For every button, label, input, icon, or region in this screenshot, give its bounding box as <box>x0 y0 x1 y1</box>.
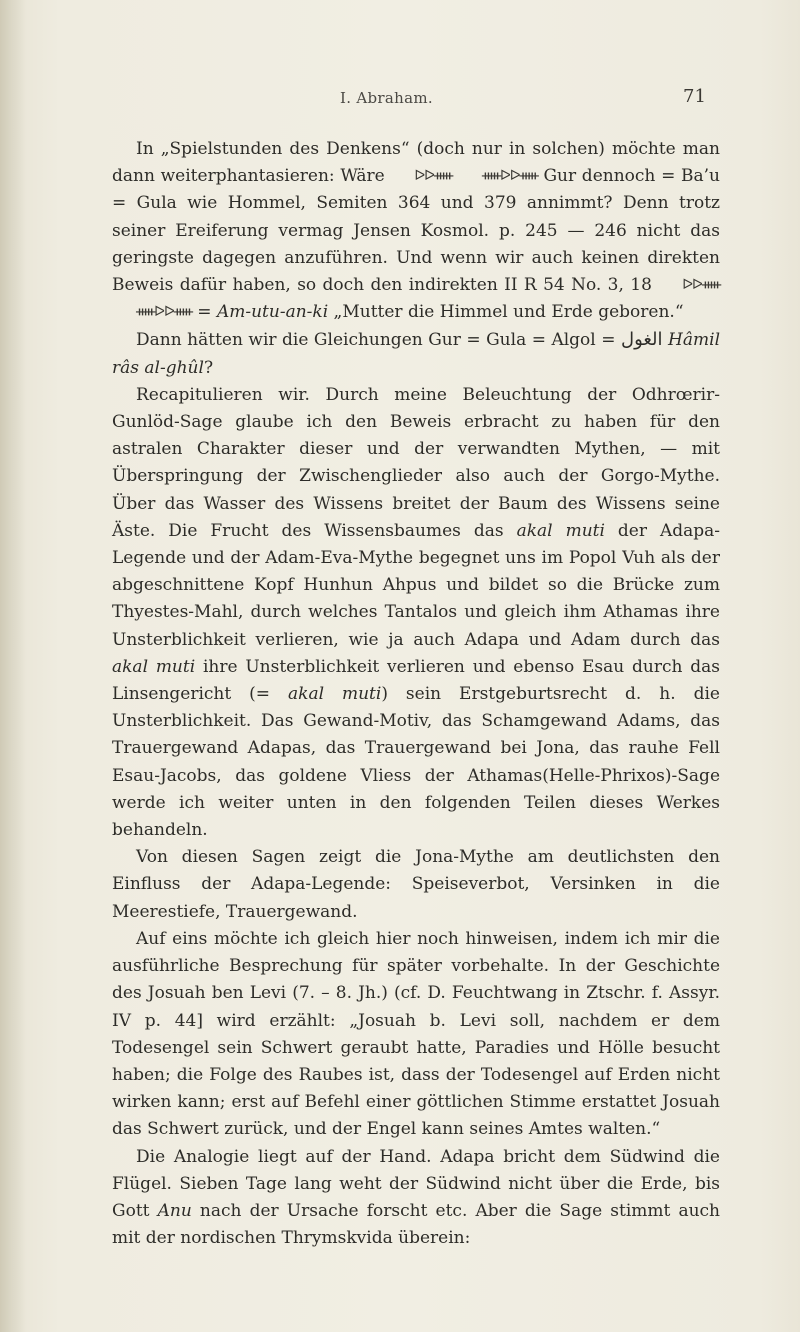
italic-term: akal muti <box>112 656 196 677</box>
italic-term: Anu <box>157 1200 192 1221</box>
text-run: Die Analogie liegt auf der Hand. Adapa bricht dem Südwind die Flügel. Sieben Tage lang weht der Südwind nicht über die Erde, bis Gott <box>112 1146 720 1221</box>
paragraph <box>112 382 720 844</box>
italic-term: Am-utu-an-ki <box>216 302 329 323</box>
text-run: Auf eins möchte ich gleich hier noch hinweisen, indem ich mir die ausführliche Besprechung für später vorbehalte. In der Geschichte des Josuah ben Levi (7. – 8. Jh.) (cf. D. Feuchtwang in Ztschr. f. Assyr. IV p. 44] wird erzählt: „Josuah b. Levi soll, nachdem er dem Todesengel sein Schwert geraubt hatte, Paradies und Hölle besucht haben; die Folge des Raubes ist, dass der Todesengel auf Erden nicht wirken kann; erst auf Befehl einer göttlichen Stimme erstattet Josuah das Schwert zurück, und der Engel kann seines Amtes walten.“ <box>112 928 720 1140</box>
page-gutter-shadow <box>0 0 26 1332</box>
cuneiform-sign-icon: ᚔᐅᐅᚔ <box>481 168 538 185</box>
text-run: In „Spielstunden des Denkens“ (doch nur in solchen) möchte man dann weiterphantasieren: Wäre <box>112 139 720 187</box>
text-run: Gur dennoch = Ba’u = Gula wie Hommel, Semiten 364 und 379 annimmt? Denn trotz seiner Ereiferung vermag Jensen Kosmol. p. 245 — 246 nicht das geringste dagegen anzuführen. Und wenn wir auch keinen direkten Beweis dafür haben, so doch den indirekten II R 54 No. 3, 18 <box>112 166 721 296</box>
paragraph <box>112 326 720 381</box>
text-run: = <box>191 302 217 323</box>
cuneiform-sign-icon: ᐅᐅᚔ <box>414 168 453 185</box>
running-head: I. Abraham. <box>340 89 433 107</box>
text-run: Von diesen Sagen zeigt die Jona-Mythe am deutlichsten den Einfluss der Adapa-Legende: Speiseverbot, Versinken in die Meerestiefe, Trauergewand. <box>112 847 720 922</box>
italic-term: Hâmil râs al-ghûl <box>112 330 721 378</box>
text-run: ihre Unsterblichkeit verlieren und ebenso Esau durch das Linsengericht (= <box>112 656 720 705</box>
text-run: Recapitulieren wir. Durch meine Beleuchtung der Odhrœrir-Gunlöd-Sage glaube ich den Beweis erbracht zu haben für den astralen Charakter dieser und der verwandten Mythen, — mit Überspringung der Zwischenglieder also auch der Gorgo-Mythe. Über das Wasser des Wissens breitet der Baum des Wissens seine Äste. Die Frucht des Wissensbaumes das <box>112 384 720 541</box>
text-run: nach der Ursache forscht etc. Aber die Sage stimmt auch mit der nordischen Thrymskvida überein: <box>112 1200 720 1249</box>
text-run: ) sein Erstgeburtsrecht d. h. die Unsterblichkeit. Das Gewand-Motiv, das Schamgewand Adams, das Trauergewand Adapas, das Trauergewand bei Jona, das rauhe Fell Esau-Jacobs, das goldene Vliess der Athamas(Helle-Phrixos)-Sage werde ich weiter unten in den folgenden Teilen dieses Werkes behandeln. <box>112 684 720 841</box>
text-run: „Mutter die Himmel und Erde geboren.“ <box>328 302 684 323</box>
body-text <box>112 136 720 1252</box>
italic-term: akal muti <box>288 684 382 705</box>
arabic-word: الغول <box>620 329 663 351</box>
text-run: Dann hätten wir die Gleichungen Gur = Gula = Algol = <box>136 330 621 351</box>
cuneiform-sign-icon: ᚔᐅᐅᚔ <box>136 304 192 321</box>
paragraph <box>112 1144 720 1253</box>
text-run: der Adapa-Legende und der Adam-Eva-Mythe begegnet uns im Popol Vuh als der abgeschnittene Kopf Hunhun Ahpus und bildet so die Brücke zum Thyestes-Mahl, durch welches Tantalos und gleich ihm Athamas ihre Unsterblichkeit verlieren, wie ja auch Adapa und Adam durch das <box>112 520 721 650</box>
page-number: 71 <box>683 86 706 107</box>
paragraph <box>112 136 720 326</box>
italic-term: akal muti <box>516 520 605 541</box>
cuneiform-sign-icon: ᐅᐅᚔ <box>682 277 720 294</box>
paragraph <box>112 844 720 926</box>
paragraph <box>112 926 720 1144</box>
text-run: ? <box>203 357 214 378</box>
